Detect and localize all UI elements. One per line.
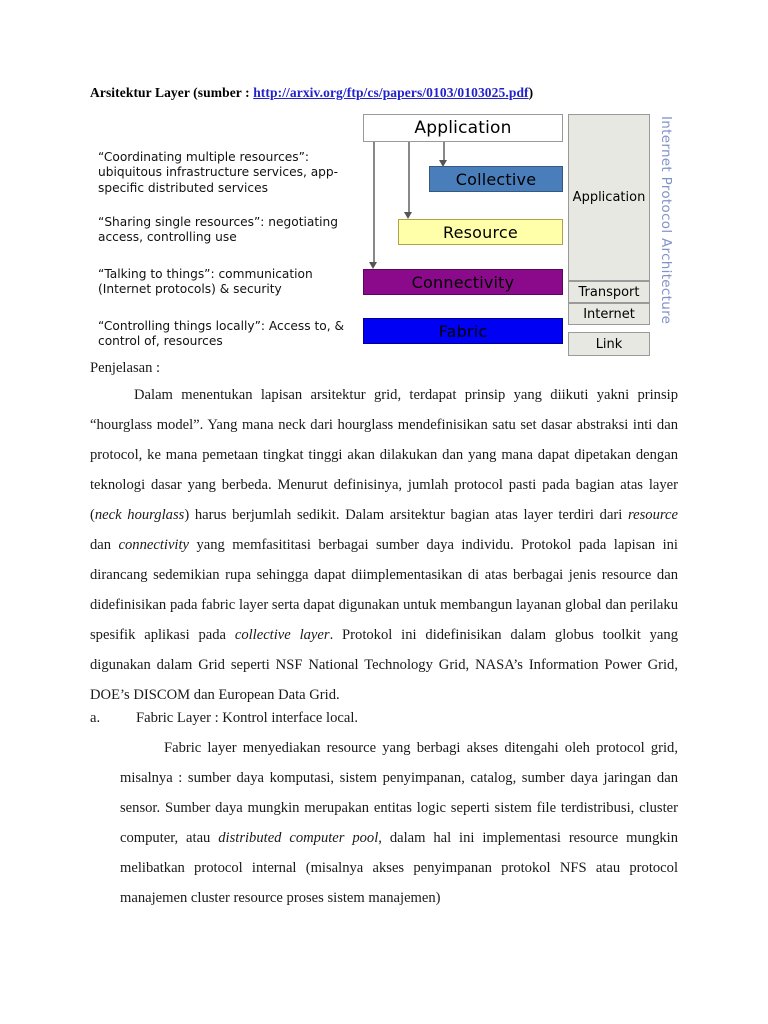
- list-item-title: Fabric Layer : Kontrol interface local.: [136, 710, 359, 726]
- grid-layer-stack: [90, 112, 570, 352]
- arrow-line-to-collective: [443, 142, 445, 162]
- paragraph-fabric-layer: Fabric layer menyediakan resource yang berbagi akses ditengahi oleh protocol grid, misalnya : sumber daya komputasi, sistem penyimpanan, catalog, sumber daya jaringan dan sensor. Sumber daya mungkin merupakan entitas logic seperti sistem file terdistribusi, cluster computer, atau distributed computer pool, dalam hal ini implementasi resource mungkin melibatkan protocol internal (misalnya akses penyimpanan protokol NFS atau protocol manajemen cluster resource proses sistem manajemen): [120, 740, 679, 906]
- ipa-box-application: Application: [568, 114, 650, 281]
- ipa-box-link: Link: [568, 332, 650, 356]
- figure-note-fabric: “Controlling things locally”: Access to, & control of, resources: [98, 319, 344, 349]
- layer-box-fabric: Fabric: [363, 318, 563, 344]
- layer-box-application: Application: [363, 114, 563, 142]
- layer-box-connectivity: Connectivity: [363, 269, 563, 295]
- figure-note-resource: “Sharing single resources”: negotiating access, controlling use: [98, 215, 338, 245]
- arrow-line-to-resource: [408, 142, 410, 214]
- page-title-suffix: ): [528, 85, 534, 100]
- paragraph-hourglass-model: Dalam menentukan lapisan arsitektur grid, terdapat prinsip yang diikuti yakni prinsip “hourglass model”. Yang mana neck dari hourglass mendefinisikan satu set dasar abstraksi inti dan protocol, ke mana pemetaan tingkat tinggi akan dilakukan dan yang mana dapat dipetakan dengan teknologi dasar yang berbeda. Menurut definisinya, jumlah protocol pasti pada bagian atas layer (neck hourglass) harus berjumlah sedikit. Dalam arsitektur bagian atas layer terdiri dari resource dan connectivity yang memfasititasi berbagai sumber daya individu. Protokol pada lapisan ini dirancang sedemikian rupa sehingga dapat diimplementasikan di atas berbagai jenis resource dan didefinisikan pada fabric layer serta dapat digunakan untuk membangun layanan global dan perilaku spesifik aplikasi pada collective layer. Protokol ini didefinisikan dalam globus toolkit yang digunakan dalam Grid seperti NSF National Technology Grid, NASA’s Information Power Grid, DOE’s DISCOM dan European Data Grid.: [90, 387, 678, 703]
- source-link[interactable]: http://arxiv.org/ftp/cs/papers/0103/0103025.pdf: [253, 85, 529, 100]
- list-item-marker: a.: [90, 710, 101, 726]
- arrow-line-to-connectivity: [373, 142, 375, 264]
- arrow-head-to-resource: [404, 212, 412, 219]
- ipa-box-transport: Transport: [568, 281, 650, 303]
- arrow-head-to-connectivity: [369, 262, 377, 269]
- layer-box-resource: Resource: [398, 219, 563, 245]
- section-label-penjelasan: Penjelasan :: [90, 360, 161, 376]
- list-item-fabric-layer: [90, 708, 678, 728]
- figure-note-collective: “Coordinating multiple resources”: ubiquitous infrastructure services, app-specific distributed services: [98, 150, 339, 195]
- page-title: [90, 85, 690, 101]
- figure-note-connectivity: “Talking to things”: communication (Internet protocols) & security: [98, 267, 313, 297]
- layer-box-collective: Collective: [429, 166, 563, 192]
- ipa-box-internet: Internet: [568, 303, 650, 325]
- internet-protocol-architecture-column: [568, 114, 680, 352]
- grid-architecture-figure: [90, 112, 680, 352]
- ipa-vertical-label: Internet Protocol Architecture: [658, 116, 674, 325]
- page-title-prefix: Arsitektur Layer (sumber :: [90, 85, 254, 100]
